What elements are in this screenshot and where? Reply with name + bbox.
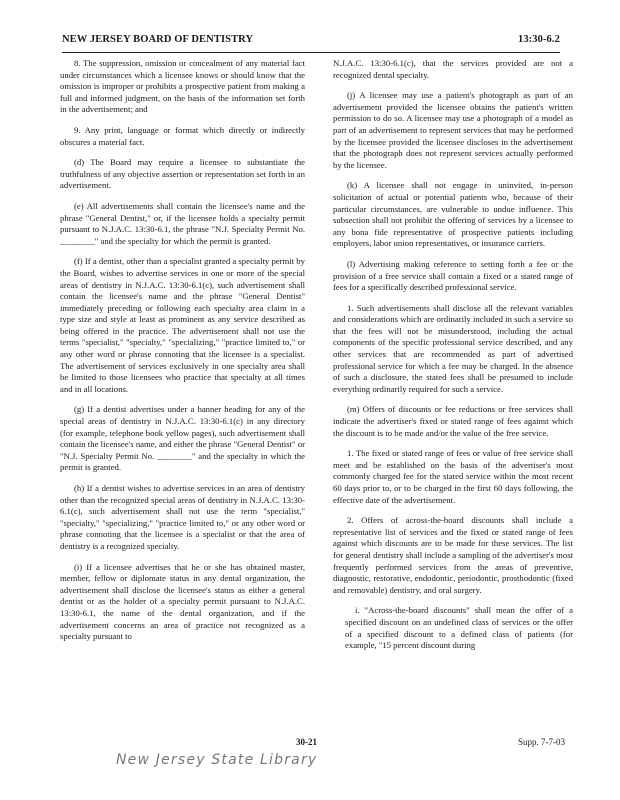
paragraph: (g) If a dentist advertises under a banner heading for any of the special areas of dentistry in N.J.A.C. 13:30-6.1(c) in any directory (for example, telephone book yellow pages), such advertisement shall contain the licensee's name, and either the phrase "General Dentist" or "N.J. Specialty Permit No. ________" and the specialty in which the permit is granted. [60,404,305,473]
paragraph: (m) Offers of discounts or fee reductions or free services shall indicate the advertiser's fixed or stated range of fees against which the discount is to be made and/or the value of the free service. [333,404,573,438]
paragraph: (d) The Board may require a licensee to substantiate the truthfulness of any objective assertion or representation set forth in an advertisement. [60,157,305,191]
header-section: 13:30-6.2 [517,34,560,45]
running-header [62,34,560,53]
paragraph: N.J.A.C. 13:30-6.1(c), that the services provided are not a recognized dental specialty. [333,58,573,80]
paragraph: (f) If a dentist, other than a specialist granted a specialty permit by the Board, wishes to advertise services in one or more of the special areas of dentistry in N.J.A.C. 13:30-6.1(c), such advertisement shall contain the licensee's name and the phrase "General Dentist" immediately preceding or following each specialty area claim in a type size and style at least as prominent as any service described as being offered in the practice. The advertisement shall not use the terms "specialist," "specialty," "specializing," "practice limited to," or any other word or phrase connoting that the licensee is a specialist. The advertisement of services exclusively in one specialty area shall be limited to those licensees who practice that specialty at all times and in all locations. [60,256,305,394]
paragraph: (e) All advertisements shall contain the licensee's name and the phrase "General Dentist," or, if the licensee holds a specialty permit pursuant to N.J.A.C. 13:30-6.1, the phrase "N.J. Specialty Permit No. ________" and the specialty for which the permit is granted. [60,200,305,246]
paragraph: (i) If a licensee advertises that he or she has obtained master, member, fellow or diplomate status in any dental organization, the advertisement shall disclose the licensee's status as either a general dentist or as the holder of a specialty permit pursuant to N.J.A.C. 13:30-6.1, the name of the dental organization, and if the advertisement concerns an area of practice not recognized as a specialty pursuant to [60,561,305,642]
library-watermark: New Jersey State Library [116,752,318,768]
right-column [333,58,573,661]
paragraph: 2. Offers of across-the-board discounts shall include a representative list of services and the fixed or stated range of fees against which discounts are to be made for these services. The list for general dentistry shall include a sampling of the advertiser's most frequently performed services from the areas of preventive, diagnostic, restorative, endodontic, periodontic, prosthodontic (fixed and removable) dentistry, and oral surgery. [333,515,573,595]
paragraph: (j) A licensee may use a patient's photograph as part of an advertisement provided the licensee obtains the patient's written permission to do so. A licensee may use a photograph of a model as part of an advertisement to represent services that may be performed by the licensee provided the licensee discloses in the advertisement that the photograph does not represent services actually performed by the licensee. [333,90,573,170]
left-column [60,58,305,652]
paragraph: (l) Advertising making reference to setting forth a fee or the provision of a free service shall contain a fixed or a stated range of fees for a specifically described professional service. [333,258,573,293]
paragraph: 1. The fixed or stated range of fees or value of free service shall meet and be established on the basis of the advertiser's most commonly charged fee for the stated service within the most recent 60 days prior to, or to be charged in the first 60 days following, the effective date of the advertisement. [333,448,573,505]
supplement-date: Supp. 7-7-03 [518,737,565,747]
header-title: NEW JERSEY BOARD OF DENTISTRY [62,34,254,45]
paragraph: (h) If a dentist wishes to advertise services in an area of dentistry other than the recognized special areas of dentistry in N.J.A.C. 13:30-6.1(c), such advertisement shall not use the term "specialist," "specialty," "specializing," "practice limited to," or any other word or phrase connoting that the licensee is a specialist or that the area of dentistry is a recognized specialty. [60,483,305,551]
paragraph: 1. Such advertisements shall disclose all the relevant variables and considerations which are ordinarily included in such a service so that the fees will not be misunderstood, including the actual components of the specific professional service described, and any other services that are recommended as part of advertised professional service for which a fee may be charged. In the absence of such a disclosure, the stated fees shall be presumed to include everything ordinarily required for such a service. [333,302,573,394]
page-number: 30-21 [296,737,317,747]
paragraph: 8. The suppression, omission or concealment of any material fact under circumstances which a licensee knows or should know that the omission is improper or prohibits a prospective patient from making a full and informed judgment, on the basis of the information set forth in the advertisement; and [60,58,305,115]
paragraph: 9. Any print, language or format which directly or indirectly obscures a material fact. [60,124,305,147]
paragraph: (k) A licensee shall not engage in uninvited, in-person solicitation of actual or potential patients who, because of their particular circumstances, are vulnerable to undue influence. This subsection shall not prohibit the offering of services by a licensee to any bona fide representative of prospective patients including employers, labor union representatives, or insurance carriers. [333,180,573,249]
paragraph: i. "Across-the-board discounts" shall mean the offer of a specified discount on an undefined class of services or the offer of a specified discount to a defined class of patients (for example, "15 percent discount during [345,605,573,651]
